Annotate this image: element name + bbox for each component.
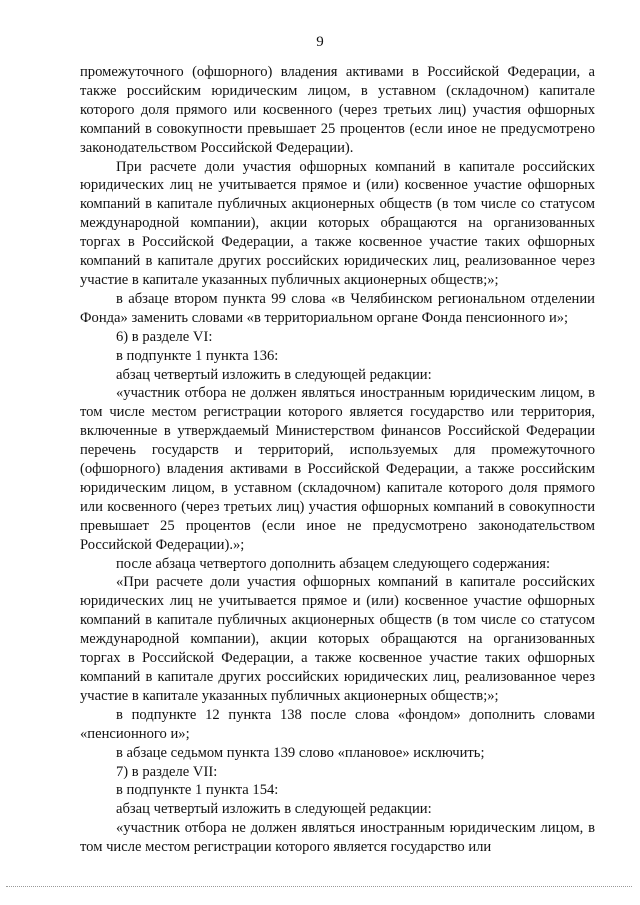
paragraph: в подпункте 1 пункта 154: [116, 782, 279, 799]
document-body [80, 63, 595, 857]
section-heading-7: 7) в разделе VII: [116, 763, 218, 780]
paragraph: в абзаце втором пункта 99 слова «в Челябинском региональном отделении Фонда» заменить словами «в территориальном органе Фонда пенсионного и»; [80, 290, 595, 326]
page-number: 9 [316, 34, 324, 50]
paragraph: При расчете доли участия офшорных компаний в капитале российских юридических лиц не учитывается прямое и (или) косвенное участие офшорных компаний в капитале публичных акционерных обществ (в том числе со статусом международной компании), акции которых обращаются на организованных торгах в Российской Федерации, а также косвенное участие таких офшорных компаний в капитале других российских юридических лиц, реализованное через участие в капитале указанных публичных акционерных обществ;»; [80, 158, 595, 288]
paragraph: в абзаце седьмом пункта 139 слово «плановое» исключить; [116, 744, 485, 761]
paragraph: в подпункте 1 пункта 136: [116, 347, 279, 364]
paragraph-quote: «При расчете доли участия офшорных компаний в капитале российских юридических лиц не учитывается прямое и (или) косвенное участие офшорных компаний в капитале публичных акционерных обществ (в том числе со статусом международной компании), акции которых обращаются на организованных торгах в Российской Федерации, а также косвенное участие таких офшорных компаний в капитале других российских юридических лиц, реализованное через участие в капитале указанных публичных акционерных обществ;»; [80, 574, 595, 704]
paragraph: после абзаца четвертого дополнить абзацем следующего содержания: [116, 555, 551, 572]
paragraph-continuation: промежуточного (офшорного) владения активами в Российской Федерации, а также российским юридическим лицом, в уставном (складочном) капитале которого доля прямого или косвенного (через третьих лиц) участия офшорных компаний в совокупности превышает 25 процентов (если иное не предусмотрено законодательством Российской Федерации). [80, 64, 595, 156]
paragraph: абзац четвертый изложить в следующей редакции: [116, 801, 432, 818]
paragraph-quote: «участник отбора не должен являться иностранным юридическим лицом, в том числе местом регистрации которого является государство или [80, 820, 595, 856]
paragraph: абзац четвертый изложить в следующей редакции: [116, 366, 432, 383]
paragraph-quote: «участник отбора не должен являться иностранным юридическим лицом, в том числе местом регистрации которого является государство или территория, включенные в утверждаемый Министерством финансов Российской Федерации перечень государств и территорий, используемых для промежуточного (офшорного) владения активами в Российской Федерации, а также российским юридическим лицом, в уставном (складочном) капитале которого доля прямого или косвенного (через третьих лиц) участия офшорных компаний в совокупности превышает 25 процентов (если иное не предусмотрено законодательством Российской Федерации).»; [80, 385, 595, 553]
paragraph: в подпункте 12 пункта 138 после слова «фондом» дополнить словами «пенсионного и»; [80, 706, 595, 742]
section-heading-6: 6) в разделе VI: [116, 328, 213, 345]
scan-edge-divider [6, 886, 632, 887]
